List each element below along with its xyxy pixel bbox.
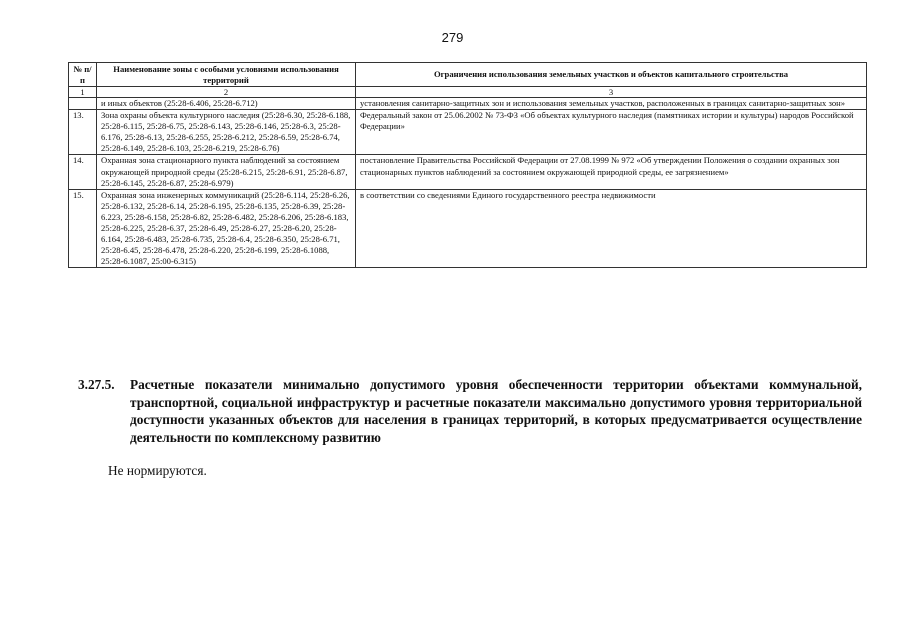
table-header-row bbox=[69, 63, 867, 87]
table-row bbox=[69, 189, 867, 268]
column-number-row bbox=[69, 87, 867, 98]
zone-name-cell: Охранная зона инженерных коммуникаций (25:28-6.114, 25:28-6.26, 25:28-6.132, 25:28-6.14, 25:28-6.195, 25:28-6.135, 25:28-6.39, 25:28-6.223, 25:28-6.158, 25:28-6.82, 25:28-6.482, 25:28-6.206, 25:28-6.183, 25:28-6.225, 25:28-6.37, 25:28-6.49, 25:28-6.27, 25:28-6.20, 25:28-6.164, 25:28-6.483, 25:28-6.735, 25:28-6.4, 25:28-6.350, 25:28-6.71, 25:28-6.45, 25:28-6.478, 25:28-6.220, 25:28-6.199, 25:28-6.1088, 25:28-6.1087, 25:00-6.315) bbox=[97, 189, 356, 268]
table-row bbox=[69, 98, 867, 110]
row-number: 13. bbox=[69, 110, 97, 155]
page-number: 279 bbox=[441, 30, 464, 45]
table-row bbox=[69, 110, 867, 155]
row-number bbox=[69, 98, 97, 110]
header-number: № п/п bbox=[69, 63, 97, 87]
header-zone-name: Наименование зоны с особыми условиями использования территорий bbox=[97, 63, 356, 87]
column-number: 2 bbox=[97, 87, 356, 98]
restriction-cell: установления санитарно-защитных зон и использования земельных участков, расположенных в границах санитарно-защитных зон» bbox=[356, 98, 867, 110]
section-heading bbox=[78, 376, 862, 446]
table-row bbox=[69, 155, 867, 189]
zones-table bbox=[68, 62, 867, 268]
note-text: Не нормируются. bbox=[108, 463, 207, 478]
section-title: Расчетные показатели минимально допустимого уровня обеспеченности территории объектами коммунальной, транспортной, социальной инфраструктур и расчетные показатели максимально допустимого уровня территориальной доступности указанных объектов для населения в границах территорий, в которых предусматривается осуществление деятельности по комплексному развитию bbox=[130, 377, 862, 445]
row-number: 14. bbox=[69, 155, 97, 189]
column-number: 3 bbox=[356, 87, 867, 98]
zone-name-cell: Зона охраны объекта культурного наследия (25:28-6.30, 25:28-6.188, 25:28-6.115, 25:28-6.75, 25:28-6.143, 25:28-6.146, 25:28-6.3, 25:28-6.176, 25:28-6.13, 25:28-6.255, 25:28-6.212, 25:28-6.59, 25:28-6.74, 25:28-6.149, 25:28-6.103, 25:28-6.219, 25:28-6.76) bbox=[97, 110, 356, 155]
section-number: 3.27.5. bbox=[78, 377, 115, 392]
header-restrictions: Ограничения использования земельных участков и объектов капитального строительства bbox=[356, 63, 867, 87]
restriction-cell: Федеральный закон от 25.06.2002 № 73-ФЗ «Об объектах культурного наследия (памятниках истории и культуры) народов Российской Федерации» bbox=[356, 110, 867, 155]
restriction-cell: в соответствии со сведениями Единого государственного реестра недвижимости bbox=[356, 189, 867, 268]
row-number: 15. bbox=[69, 189, 97, 268]
zone-name-cell: и иных объектов (25:28-6.406, 25:28-6.712) bbox=[97, 98, 356, 110]
column-number: 1 bbox=[69, 87, 97, 98]
zone-name-cell: Охранная зона стационарного пункта наблюдений за состоянием окружающей природной среды (25:28-6.215, 25:28-6.91, 25:28-6.87, 25:28-6.145, 25:28-6.87, 25:28-6.979) bbox=[97, 155, 356, 189]
restriction-cell: постановление Правительства Российской Федерации от 27.08.1999 № 972 «Об утверждении Положения о создании охранных зон стационарных пунктов наблюдений за состоянием окружающей природной среды, ее загрязнением» bbox=[356, 155, 867, 189]
